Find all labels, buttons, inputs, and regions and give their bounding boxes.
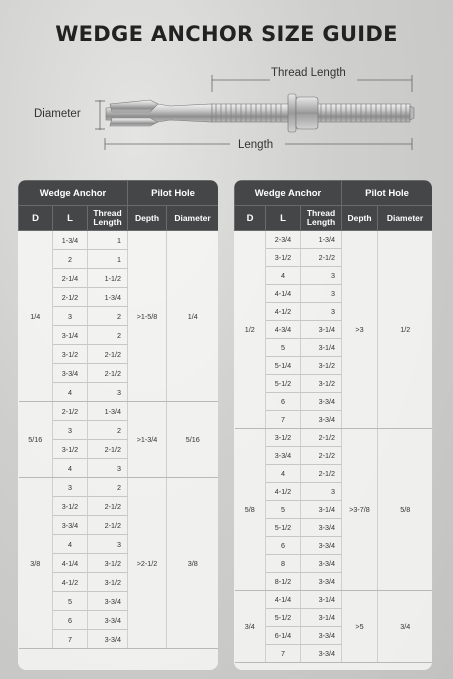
cell-thread-length: 2 [88,478,128,497]
right-size-table [234,180,432,663]
cell-thread-length: 3 [88,383,128,402]
cell-thread-length: 3-1/2 [301,357,342,375]
cell-l: 4 [53,459,88,478]
cell-thread-length: 3 [301,483,342,501]
anchor-diagram [0,60,453,160]
cell-l: 4-1/4 [266,285,301,303]
cell-thread-length: 2-1/2 [301,465,342,483]
cell-thread-length: 2-1/2 [88,440,128,459]
cell-thread-length: 3-3/4 [301,645,342,663]
cell-depth: >3-7/8 [342,429,378,591]
cell-thread-length: 3 [301,267,342,285]
cell-l: 8-1/2 [266,573,301,591]
left-size-table-panel [18,180,218,670]
cell-thread-length: 2 [88,307,128,326]
cell-l: 7 [266,411,301,429]
cell-thread-length: 2-1/2 [88,345,128,364]
cell-d: 5/16 [19,402,53,478]
cell-l: 5-1/2 [266,375,301,393]
cell-thread-length: 1-3/4 [88,288,128,307]
cell-thread-length: 1-1/2 [88,269,128,288]
cell-thread-length: 3-3/4 [301,519,342,537]
cell-thread-length: 3-1/4 [301,339,342,357]
cell-l: 5-1/4 [266,357,301,375]
cell-thread-length: 3 [88,535,128,554]
cell-l: 2-1/4 [53,269,88,288]
cell-l: 7 [266,645,301,663]
cell-l: 4-1/4 [53,554,88,573]
header-diameter: Diameter [167,206,218,231]
header-depth: Depth [128,206,167,231]
cell-thread-length: 3-1/2 [88,573,128,592]
cell-thread-length: 3-3/4 [301,627,342,645]
cell-diameter: 5/8 [378,429,432,591]
cell-diameter: 3/8 [167,478,218,649]
cell-diameter: 1/4 [167,231,218,402]
cell-l: 3-3/4 [266,447,301,465]
cell-l: 3-1/2 [266,429,301,447]
cell-l: 3-1/2 [53,497,88,516]
cell-l: 3-3/4 [53,516,88,535]
cell-thread-length: 3-1/4 [301,591,342,609]
cell-diameter: 5/16 [167,402,218,478]
cell-l: 3 [53,307,88,326]
cell-l: 6 [53,611,88,630]
cell-depth: >5 [342,591,378,663]
cell-l: 3-1/2 [53,440,88,459]
cell-l: 4-1/4 [266,591,301,609]
cell-l: 4-1/2 [266,303,301,321]
cell-thread-length: 3-1/4 [301,321,342,339]
header-depth: Depth [342,206,378,231]
cell-depth: >1-3/4 [128,402,167,478]
cell-thread-length: 3 [88,459,128,478]
washer [288,94,296,132]
cell-thread-length: 3-1/4 [301,501,342,519]
cell-l: 3 [53,478,88,497]
cell-thread-length: 3 [301,303,342,321]
table-row [19,231,219,250]
cell-l: 7 [53,630,88,649]
cell-diameter: 1/2 [378,231,432,429]
length-label: Length [238,139,274,151]
header-wedge-anchor: Wedge Anchor [19,181,128,206]
wedge-clip-lower [110,118,158,126]
cell-l: 3-1/2 [266,249,301,267]
cell-thread-length: 3-3/4 [301,537,342,555]
cell-thread-length: 3-3/4 [301,393,342,411]
cell-thread-length: 2-1/2 [301,249,342,267]
cell-thread-length: 1 [88,231,128,250]
table-row [235,429,433,447]
header-l: L [53,206,88,231]
cell-depth: >3 [342,231,378,429]
cell-l: 5 [53,592,88,611]
cell-l: 4-1/2 [53,573,88,592]
cell-l: 2-1/2 [53,402,88,421]
header-diameter: Diameter [378,206,432,231]
cell-l: 6 [266,537,301,555]
cell-l: 4 [53,535,88,554]
header-pilot-hole: Pilot Hole [128,181,218,206]
table-row [235,591,433,609]
cell-depth: >2-1/2 [128,478,167,649]
cell-thread-length: 3-3/4 [301,555,342,573]
table-row [19,478,219,497]
cell-thread-length: 3-1/2 [301,375,342,393]
wedge-clip [110,100,158,112]
table-row [19,402,219,421]
right-table-body [235,231,433,663]
cell-d: 1/4 [19,231,53,402]
cell-d: 3/8 [19,478,53,649]
cell-l: 8 [266,555,301,573]
header-wedge-anchor: Wedge Anchor [235,181,342,206]
cell-d: 5/8 [235,429,266,591]
cell-thread-length: 2-1/2 [301,447,342,465]
cell-thread-length: 3-3/4 [88,592,128,611]
cell-thread-length: 2-1/2 [301,429,342,447]
cell-l: 1-3/4 [53,231,88,250]
cell-thread-length: 3-1/2 [88,554,128,573]
header-d: D [19,206,53,231]
header-thread-length: Thread Length [88,206,128,231]
cell-thread-length: 3-3/4 [301,573,342,591]
cell-thread-length: 2 [88,326,128,345]
thread-length-label: Thread Length [271,67,346,79]
cell-thread-length: 2-1/2 [88,364,128,383]
cell-thread-length: 2-1/2 [88,497,128,516]
cell-l: 4 [53,383,88,402]
rod-tip [410,106,414,120]
cell-l: 5 [266,339,301,357]
cell-depth: >1-5/8 [128,231,167,402]
cell-l: 6 [266,393,301,411]
cell-thread-length: 1 [88,250,128,269]
page-title: WEDGE ANCHOR SIZE GUIDE [55,22,398,46]
cell-l: 3-1/4 [53,326,88,345]
cell-thread-length: 3-3/4 [88,611,128,630]
cell-l: 2 [53,250,88,269]
cell-thread-length: 3 [301,285,342,303]
cell-thread-length: 3-3/4 [88,630,128,649]
cell-l: 4-1/2 [266,483,301,501]
cell-thread-length: 1-3/4 [88,402,128,421]
cell-l: 4-3/4 [266,321,301,339]
diameter-label: Diameter [34,108,81,120]
cell-l: 2-1/2 [53,288,88,307]
left-table-body [19,231,219,649]
table-row [235,231,433,249]
cell-thread-length: 2 [88,421,128,440]
cell-thread-length: 1-3/4 [301,231,342,249]
cell-l: 4 [266,465,301,483]
right-size-table-panel [234,180,432,670]
cell-l: 5-1/2 [266,519,301,537]
cell-l: 5 [266,501,301,519]
cell-l: 3-3/4 [53,364,88,383]
header-thread-length: Thread Length [301,206,342,231]
cell-l: 3-1/2 [53,345,88,364]
header-l: L [266,206,301,231]
cell-thread-length: 2-1/2 [88,516,128,535]
cell-thread-length: 3-1/4 [301,609,342,627]
cell-l: 5-1/2 [266,609,301,627]
cell-l: 2-3/4 [266,231,301,249]
cell-d: 1/2 [235,231,266,429]
cell-l: 4 [266,267,301,285]
cell-l: 3 [53,421,88,440]
cell-diameter: 3/4 [378,591,432,663]
left-size-table [18,180,218,649]
header-d: D [235,206,266,231]
cell-d: 3/4 [235,591,266,663]
cell-l: 6-1/4 [266,627,301,645]
cell-thread-length: 3-3/4 [301,411,342,429]
header-pilot-hole: Pilot Hole [342,181,432,206]
